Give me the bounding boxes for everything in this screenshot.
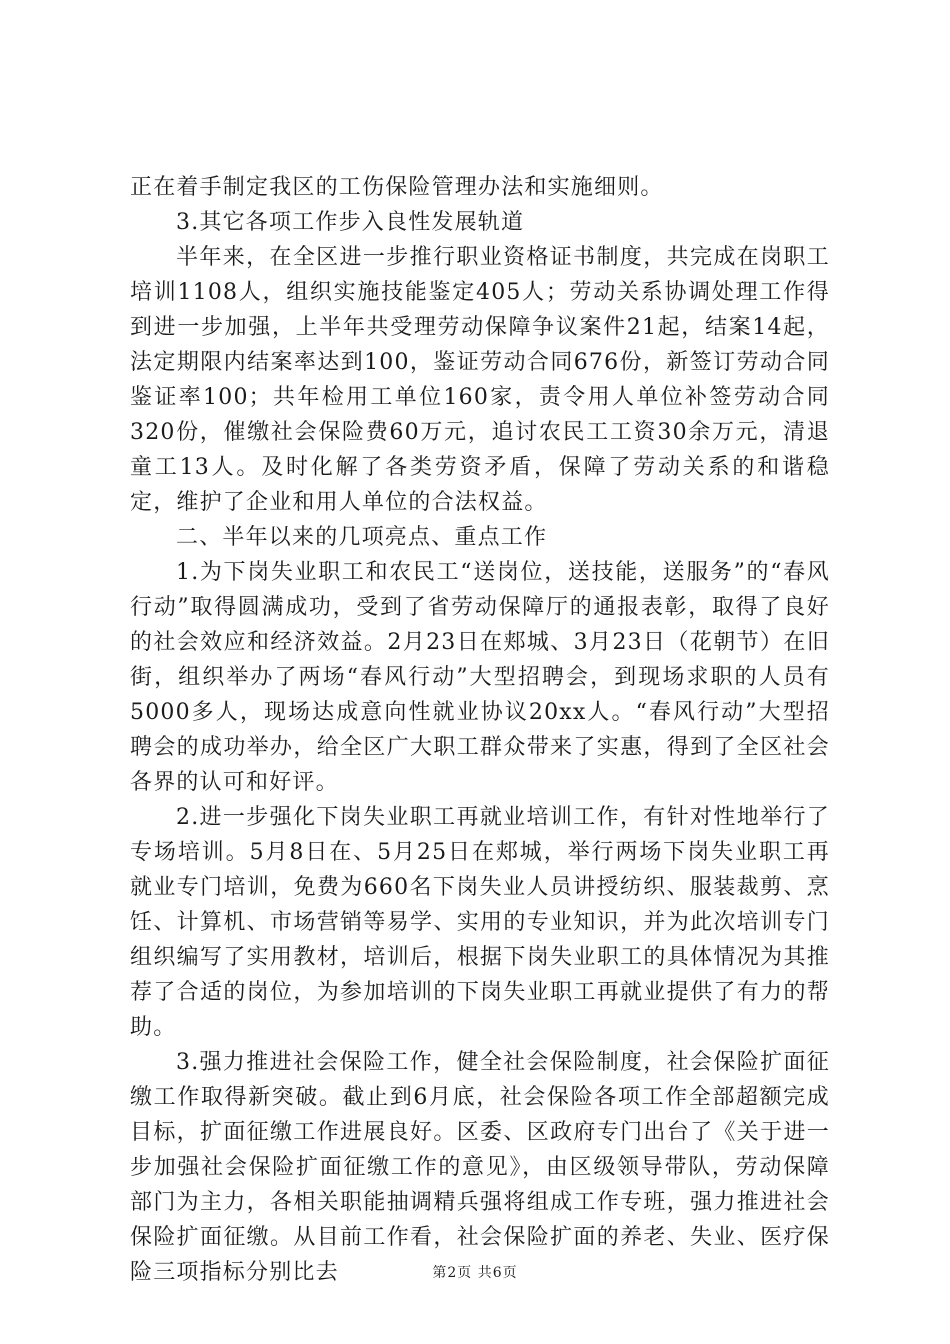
page-footer: 第2页 共6页 xyxy=(432,1265,518,1281)
paragraph-social-insurance: 3.强力推进社会保险工作，健全社会保险制度，社会保险扩面征缴工作取得新突破。截止到6月底，社会保险各项工作全部超额完成目标，扩面征缴工作进展良好。区委、区政府专门出台了《关于进一步加强社会保险扩面征缴工作的意见》，由区级领导带队，劳动保障部门为主力，各相关职能抽调精兵强将组成工作专班，强力推进社会保险扩面征缴。从目前工作看，社会保险扩面的养老、失业、医疗保险三项指标分别比去 xyxy=(130,1050,830,1285)
paragraph-1: 正在着手制定我区的工伤保险管理办法和实施细则。 xyxy=(130,175,664,200)
paragraph-spring-action: 1.为下岗失业职工和农民工“送岗位，送技能，送服务”的“春风行动”取得圆满成功，受到了省劳动保障厅的通报表彰，取得了良好的社会效应和经济效益。2月23日在郏城、3月23日（花朝节）在旧街，组织举办了两场“春风行动”大型招聘会，到现场求职的人员有5000多人，现场达成意向性就业协议20xx人。“春风行动”大型招聘会的成功举办，给全区广大职工群众带来了实惠，得到了全区社会各界的认可和好评。 xyxy=(130,560,830,795)
heading-3-other-work: 3.其它各项工作步入良性发展轨道 xyxy=(176,210,525,235)
document-body xyxy=(130,170,830,1290)
paragraph-half-year-summary: 半年来，在全区进一步推行职业资格证书制度，共完成在岗职工培训1108人，组织实施技能鉴定405人；劳动关系协调处理工作得到进一步加强，上半年共受理劳动保障争议案件21起，结案14起，法定期限内结案率达到100，鉴证劳动合同676份，新签订劳动合同鉴证率100；共年检用工单位160家，责令用人单位补签劳动合同320份，催缴社会保险费60万元，追讨农民工工资30余万元，清退童工13人。及时化解了各类劳资矛盾，保障了劳动关系的和谐稳定，维护了企业和用人单位的合法权益。 xyxy=(130,245,830,515)
section-heading-highlights: 二、半年以来的几项亮点、重点工作 xyxy=(176,525,548,550)
paragraph-reemployment-training: 2.进一步强化下岗失业职工再就业培训工作，有针对性地举行了专场培训。5月8日在、5月25日在郏城，举行两场下岗失业职工再就业专门培训，免费为660名下岗失业人员讲授纺织、服装裁剪、烹饪、计算机、市场营销等易学、实用的专业知识，并为此次培训专门组织编写了实用教材，培训后，根据下岗失业职工的具体情况为其推荐了合适的岗位，为参加培训的下岗失业职工再就业提供了有力的帮助。 xyxy=(130,805,830,1040)
